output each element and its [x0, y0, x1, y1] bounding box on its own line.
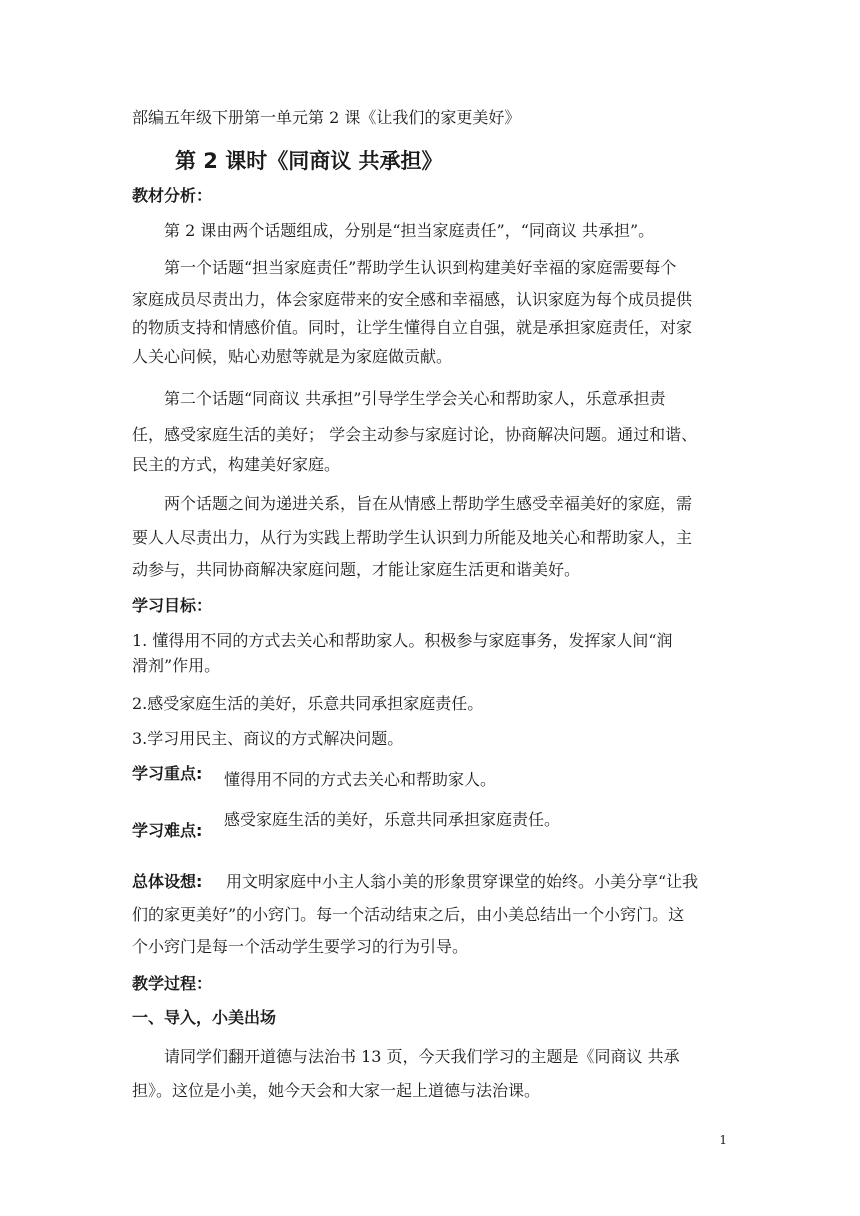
process-section-1: 一、导入，小美出场	[132, 1008, 277, 1027]
process-heading: 教学过程：	[132, 974, 213, 993]
analysis-p3-line-1: 第二个话题“同商议 共承担”引导学生学会关心和帮助家人，乐意承担责	[164, 389, 666, 408]
page-number: 1	[719, 1133, 727, 1147]
analysis-p3-line-3: 民主的方式，构建美好家庭。	[132, 455, 341, 474]
analysis-p2-line-3: 的物质支持和情感价值。同时，让学生懂得自立自强，就是承担家庭责任，对家	[132, 318, 693, 337]
key-point-text: 懂得用不同的方式去关心和帮助家人。	[224, 770, 497, 789]
analysis-p2-line-2: 家庭成员尽责出力，体会家庭带来的安全感和幸福感，认识家庭为每个成员提供	[132, 290, 693, 309]
key-point-label: 学习重点:	[132, 764, 203, 783]
analysis-p2-line-1: 第一个话题“担当家庭责任”帮助学生认识到构建美好幸福的家庭需要每个	[164, 258, 677, 277]
overall-line-3: 个小窍门是每一个活动学生要学习的行为引导。	[132, 937, 469, 956]
page-title: 第 2 课时《同商议 共承担》	[175, 149, 443, 173]
analysis-p4-line-2: 要人人尽责出力，从行为实践上帮助学生认识到力所能及地关心和帮助家人，主	[132, 528, 693, 547]
process-line-1: 请同学们翻开道德与法治书 13 页，今天我们学习的主题是《同商议 共承	[164, 1047, 680, 1066]
difficult-point-label: 学习难点:	[132, 821, 203, 840]
goal-1-line-2: 滑剂”作用。	[132, 656, 221, 675]
goal-2: 2.感受家庭生活的美好，乐意共同承担家庭责任。	[132, 694, 484, 713]
analysis-p3-line-2: 任，感受家庭生活的美好； 学会主动参与家庭讨论，协商解决问题。通过和谐、	[132, 425, 698, 444]
difficult-point-text: 感受家庭生活的美好，乐意共同承担家庭责任。	[224, 810, 561, 829]
goals-heading: 学习目标：	[132, 596, 213, 615]
goal-1-line-1: 1. 懂得用不同的方式去关心和帮助家人。积极参与家庭事务，发挥家人间“润	[132, 631, 673, 650]
goal-3: 3.学习用民主、商议的方式解决问题。	[132, 729, 404, 748]
process-line-2: 担》。这位是小美，她今天会和大家一起上道德与法治课。	[132, 1081, 541, 1100]
overall-line-1: 用文明家庭中小主人翁小美的形象贯穿课堂的始终。小美分享“让我	[226, 872, 699, 891]
overall-label: 总体设想:	[132, 872, 203, 891]
analysis-p2-line-4: 人关心问候，贴心劝慰等就是为家庭做贡献。	[132, 347, 453, 366]
analysis-p4-line-1: 两个话题之间为递进关系，旨在从情感上帮助学生感受幸福美好的家庭，需	[164, 494, 693, 513]
analysis-heading: 教材分析：	[132, 186, 213, 205]
course-line: 部编五年级下册第一单元第 2 课《让我们的家更美好》	[132, 108, 521, 127]
analysis-paragraph-1: 第 2 课由两个话题组成，分别是“担当家庭责任”，“同商议 共承担”。	[164, 221, 655, 240]
analysis-p4-line-3: 动参与，共同协商解决家庭问题，才能让家庭生活更和谐美好。	[132, 560, 581, 579]
overall-line-2: 们的家更美好”的小窍门。每一个活动结束之后，由小美总结出一个小窍门。这	[132, 905, 685, 924]
